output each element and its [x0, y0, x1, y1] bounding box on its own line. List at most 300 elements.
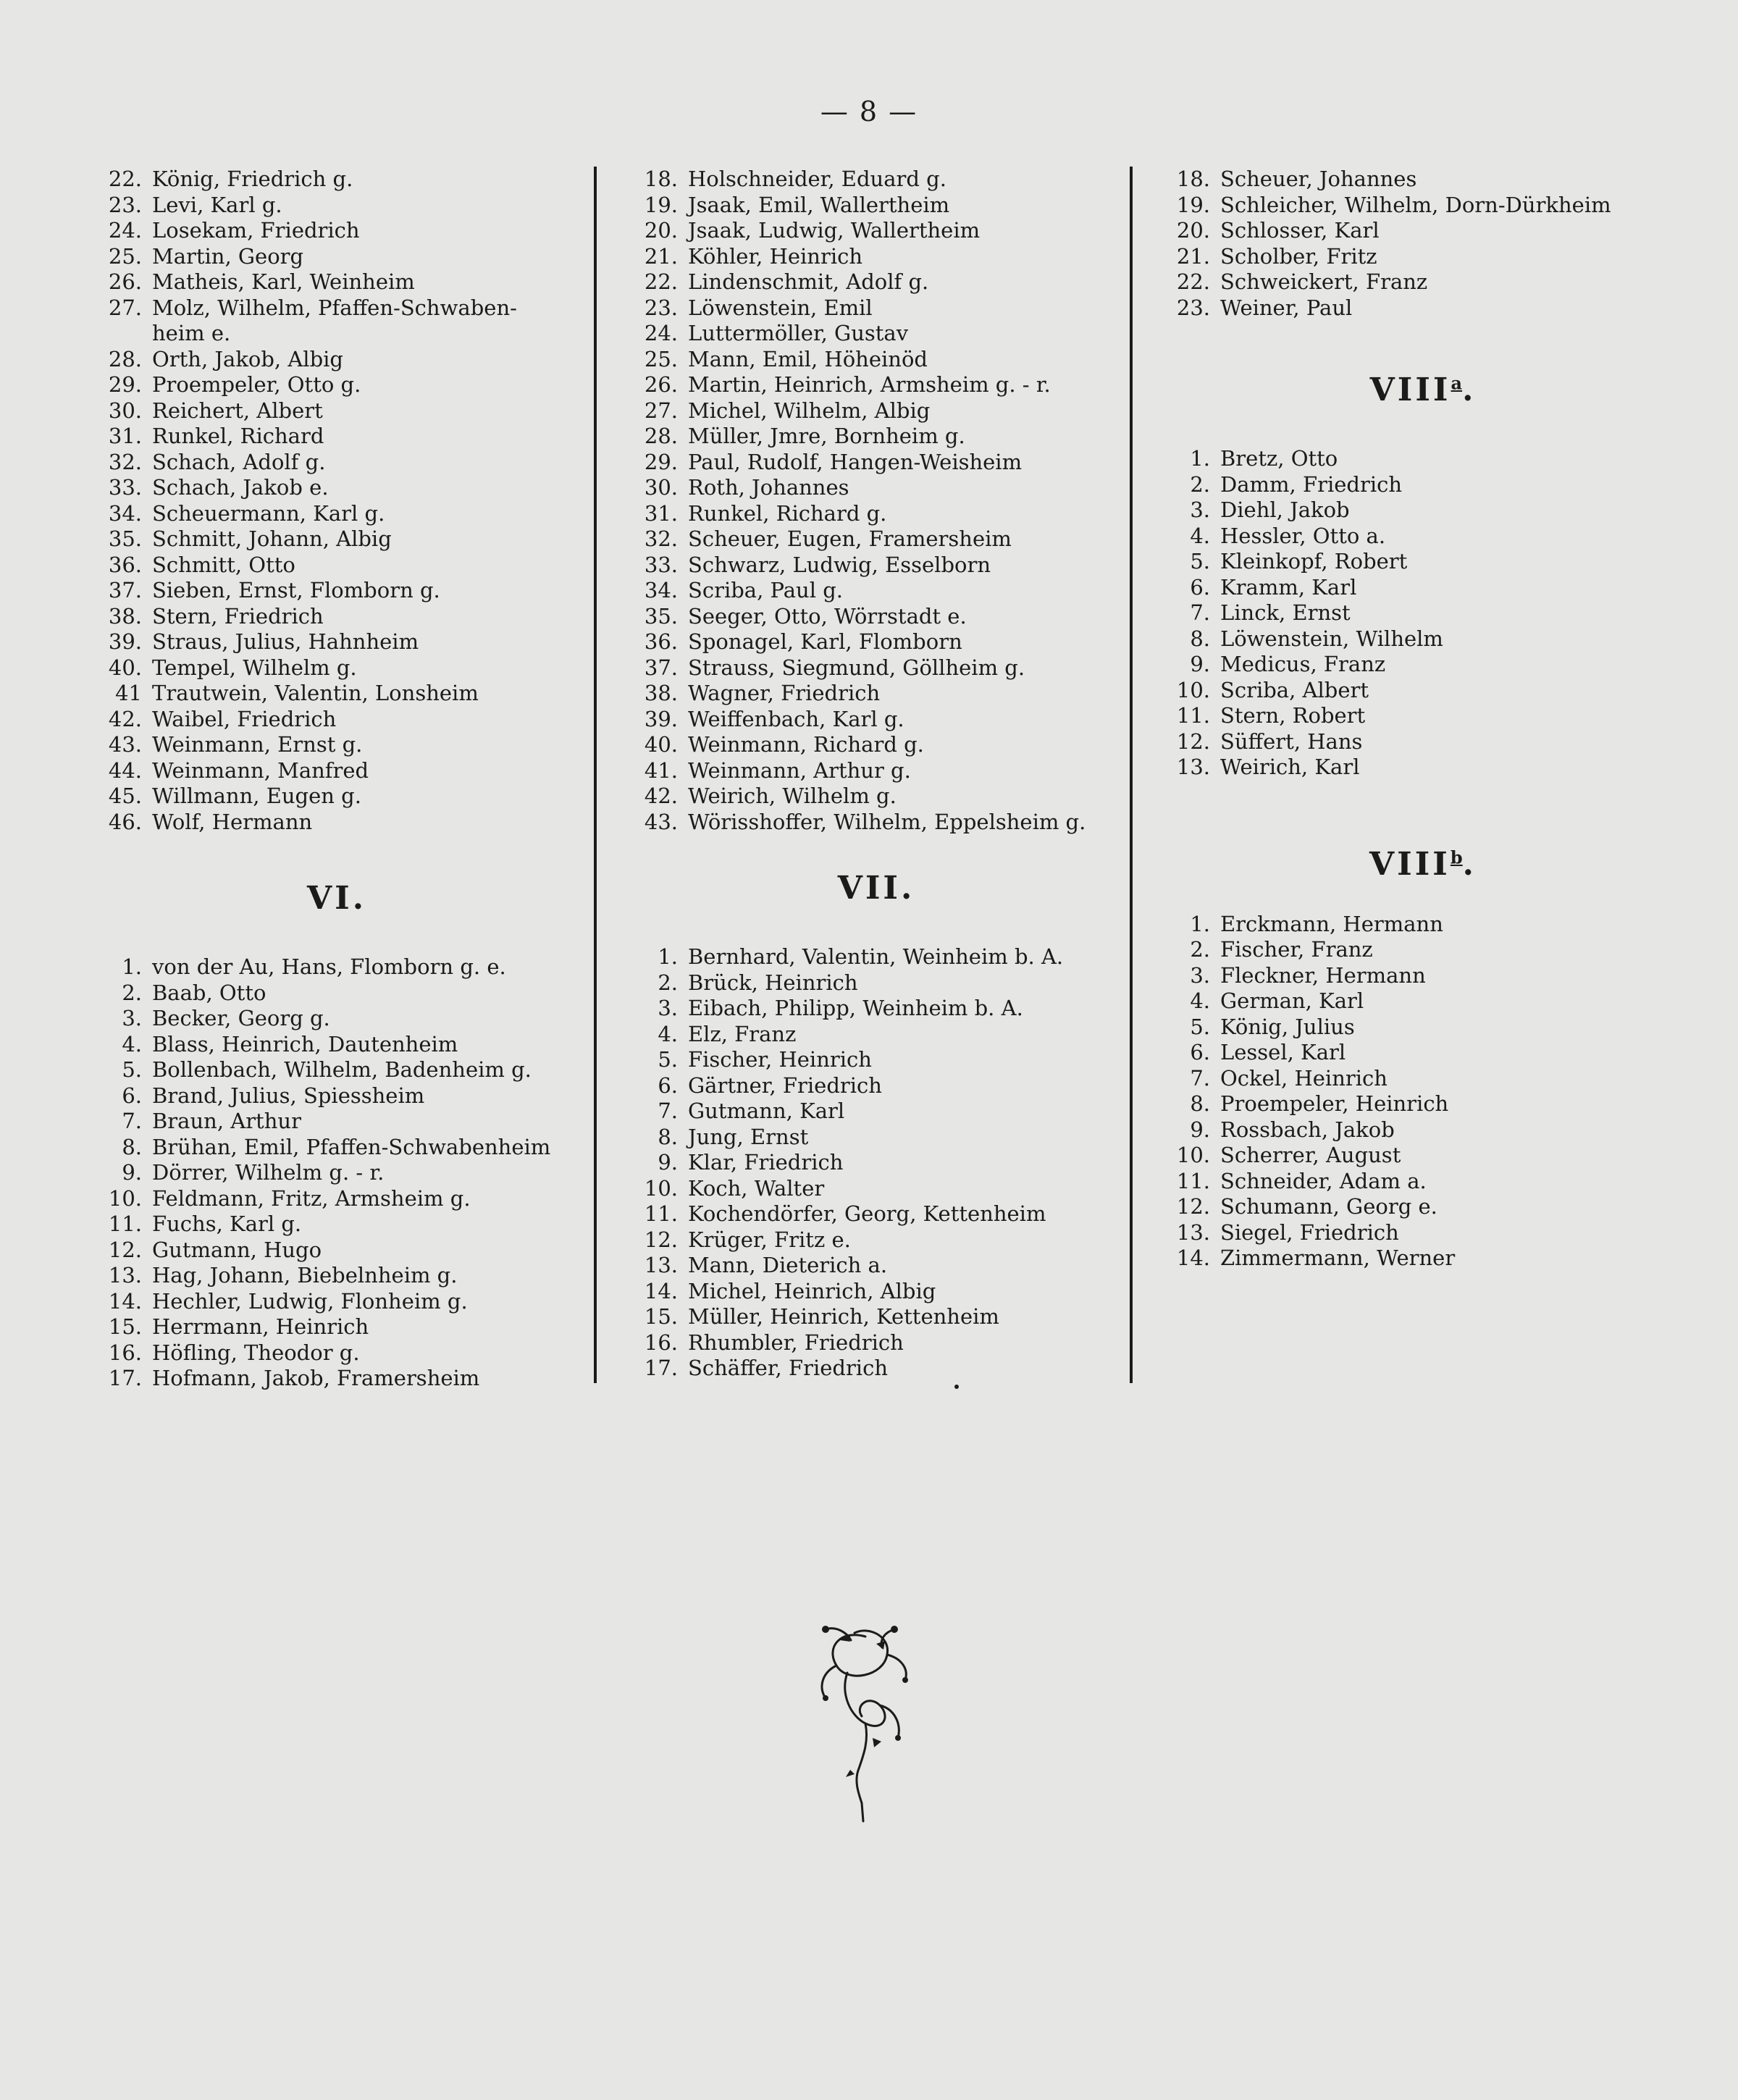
entry-number: 21. — [644, 243, 678, 269]
entry-name: Blass, Heinrich, Dautenheim — [152, 1031, 458, 1057]
entry-number: 6. — [1190, 574, 1210, 600]
entry-number: 39. — [108, 629, 142, 654]
entry-number: 40. — [108, 655, 142, 680]
entry-number: 29. — [644, 449, 678, 474]
list-item — [1170, 549, 1676, 575]
list-item — [637, 1201, 1115, 1227]
entry-number: 30. — [644, 475, 678, 500]
floral-ornament-icon — [797, 1608, 927, 1825]
printer-dot — [954, 1385, 959, 1389]
entry-continuation: heim e. — [152, 321, 231, 345]
entry-number: 43. — [108, 732, 142, 757]
entry-name: Fuchs, Karl g. — [152, 1211, 302, 1236]
entry-number: 3. — [658, 996, 678, 1020]
list-item — [637, 996, 1115, 1022]
list-item — [1170, 1220, 1676, 1246]
entry-number: 3. — [1190, 962, 1210, 988]
entry-number: 6. — [658, 1072, 678, 1098]
entry-number: 18. — [1176, 167, 1210, 191]
entry-name: Lindenschmit, Adolf g. — [688, 269, 929, 294]
list-item — [101, 1057, 572, 1083]
list-item — [1170, 755, 1676, 781]
entry-name: Höfling, Theodor g. — [152, 1340, 360, 1365]
list-item — [637, 1125, 1115, 1151]
entry-name: Lessel, Karl — [1220, 1040, 1346, 1064]
list-item — [1170, 963, 1676, 989]
entry-name: Kramm, Karl — [1220, 574, 1357, 600]
list-item — [101, 347, 572, 373]
entry-number: 5. — [1190, 1014, 1210, 1039]
entry-number: 38. — [644, 681, 678, 705]
list-item — [101, 501, 572, 527]
entry-number: 35. — [644, 603, 678, 629]
list-item — [101, 1314, 572, 1340]
list-item — [637, 450, 1115, 476]
list-item — [101, 655, 572, 681]
student-list — [1170, 167, 1676, 321]
entry-name: Waibel, Friedrich — [152, 706, 337, 731]
list-item — [1170, 472, 1676, 498]
entry-number: 1. — [1190, 911, 1210, 936]
list-item — [637, 1150, 1115, 1176]
entry-number: 2. — [1190, 471, 1210, 497]
entry-number: 28. — [644, 424, 678, 448]
entry-number: 25. — [644, 346, 678, 371]
entry-number: 13. — [644, 1253, 678, 1277]
entry-name: Wagner, Friedrich — [688, 681, 881, 705]
list-item — [637, 629, 1115, 655]
entry-number: 37. — [644, 655, 678, 680]
list-item — [101, 758, 572, 784]
student-list — [1170, 912, 1676, 1272]
entry-name: Schach, Adolf g. — [152, 449, 326, 474]
entry-name: Kochendörfer, Georg, Kettenheim — [688, 1201, 1046, 1226]
entry-number: 8. — [122, 1134, 142, 1159]
entry-name: Elz, Franz — [688, 1021, 797, 1046]
entry-name: Scriba, Albert — [1220, 677, 1369, 702]
entry-number: 32. — [108, 449, 142, 474]
list-item — [101, 244, 572, 270]
entry-name: Jung, Ernst — [688, 1124, 809, 1149]
list-item — [1170, 244, 1676, 270]
list-item — [637, 1227, 1115, 1253]
entry-number: 8. — [658, 1124, 678, 1149]
entry-name: Sponagel, Karl, Flomborn — [688, 629, 962, 654]
list-item — [101, 784, 572, 810]
list-item — [101, 1366, 572, 1392]
list-item — [637, 681, 1115, 707]
entry-number: 14. — [108, 1288, 142, 1314]
student-list — [101, 167, 572, 321]
list-item — [1170, 652, 1676, 678]
entry-name: Hessler, Otto a. — [1220, 523, 1386, 548]
entry-number: 12. — [1176, 728, 1210, 754]
list-item — [1170, 937, 1676, 963]
entry-name: Losekam, Friedrich — [152, 218, 360, 243]
list-item — [1170, 218, 1676, 244]
entry-number: 36. — [108, 552, 142, 577]
entry-number: 11. — [108, 1211, 142, 1236]
entry-name: Martin, Heinrich, Armsheim g. - r. — [688, 372, 1051, 397]
list-item — [637, 244, 1115, 270]
entry-name: Roth, Johannes — [688, 475, 849, 500]
entry-name: Weinmann, Manfred — [152, 757, 369, 783]
list-item — [637, 732, 1115, 758]
entry-name: Dörrer, Wilhelm g. - r. — [152, 1160, 385, 1185]
entry-number: 33. — [108, 475, 142, 500]
list-item — [637, 424, 1115, 450]
entry-number: 10. — [108, 1185, 142, 1211]
entry-name: Weiner, Paul — [1220, 295, 1353, 320]
entry-name: Jsaak, Ludwig, Wallertheim — [688, 218, 981, 243]
list-item — [1170, 1015, 1676, 1041]
list-item — [637, 784, 1115, 810]
entry-name: Scheuer, Eugen, Framersheim — [688, 526, 1012, 551]
list-item — [101, 980, 572, 1007]
list-item — [101, 707, 572, 733]
list-item — [101, 1263, 572, 1289]
entry-name: Sieben, Ernst, Flomborn g. — [152, 578, 440, 602]
entry-name: Luttermöller, Gustav — [688, 321, 909, 345]
entry-name: Feldmann, Fritz, Armsheim g. — [152, 1185, 471, 1211]
entry-number: 29. — [108, 372, 142, 397]
entry-number: 7. — [1190, 600, 1210, 625]
list-item — [637, 707, 1115, 733]
entry-number: 31. — [644, 500, 678, 526]
entry-number: 39. — [644, 706, 678, 731]
entry-number: 13. — [1176, 755, 1210, 779]
list-item — [101, 167, 572, 193]
entry-name: Rhumbler, Friedrich — [688, 1330, 904, 1355]
list-item — [101, 553, 572, 579]
entry-number: 16. — [644, 1330, 678, 1355]
entry-number: 30. — [108, 398, 142, 423]
entry-name: Strauss, Siegmund, Göllheim g. — [688, 655, 1025, 680]
entry-number: 4. — [1190, 523, 1210, 548]
entry-number: 20. — [1176, 218, 1210, 243]
entry-name: Hag, Johann, Biebelnheim g. — [152, 1263, 458, 1288]
list-item — [101, 295, 572, 322]
entry-name: König, Friedrich g. — [152, 167, 353, 191]
entry-number: 25. — [108, 243, 142, 269]
entry-number: 12. — [108, 1237, 142, 1262]
entry-number: 22. — [1176, 269, 1210, 294]
entry-name: Schneider, Adam a. — [1220, 1168, 1427, 1193]
column-divider-right — [1130, 167, 1133, 1383]
entry-number: 4. — [658, 1021, 678, 1046]
entry-number: 6. — [1190, 1040, 1210, 1064]
entry-number: 24. — [644, 321, 678, 345]
entry-name: Paul, Rudolf, Hangen-Weisheim — [688, 449, 1023, 474]
entry-number: 35. — [108, 526, 142, 551]
entry-name: Weinmann, Richard g. — [688, 732, 924, 757]
list-item — [637, 193, 1115, 219]
entry-name: Weirich, Karl — [1220, 755, 1360, 779]
entry-name: Koch, Walter — [688, 1175, 825, 1201]
entry-name: Michel, Heinrich, Albig — [688, 1278, 936, 1303]
entry-number: 9. — [122, 1160, 142, 1185]
entry-number: 11. — [644, 1201, 678, 1226]
entry-name: Weinmann, Ernst g. — [152, 732, 363, 757]
list-item — [637, 475, 1115, 501]
column-2 — [637, 167, 1115, 1382]
entry-name: Straus, Julius, Hahnheim — [152, 629, 419, 654]
section-title-viii-b: VIII$^b$. — [1369, 845, 1477, 883]
entry-number: 26. — [108, 269, 142, 294]
entry-number: 11. — [1176, 703, 1210, 728]
list-item — [637, 1253, 1115, 1279]
list-item — [637, 810, 1115, 836]
entry-number: 14. — [644, 1278, 678, 1303]
section-title-viii-a: VIII$^a$. — [1369, 371, 1477, 408]
entry-name: Damm, Friedrich — [1220, 471, 1403, 497]
entry-number: 5. — [658, 1047, 678, 1072]
entry-number: 23. — [644, 295, 678, 320]
list-item — [637, 578, 1115, 604]
entry-number: 3. — [1190, 497, 1210, 522]
entry-name: Weiffenbach, Karl g. — [688, 706, 904, 731]
entry-name: Wolf, Hermann — [152, 809, 313, 834]
entry-name: Wörisshoffer, Wilhelm, Eppelsheim g. — [688, 809, 1086, 834]
list-item — [1170, 497, 1676, 524]
entry-name: Proempeler, Heinrich — [1220, 1091, 1449, 1116]
list-item — [101, 398, 572, 424]
entry-number: 7. — [122, 1109, 142, 1133]
entry-name: Siegel, Friedrich — [1220, 1219, 1399, 1245]
list-item — [101, 1340, 572, 1366]
list-item — [101, 450, 572, 476]
entry-name: Scriba, Paul g. — [688, 578, 843, 602]
entry-number: 15. — [108, 1314, 142, 1339]
list-item — [101, 269, 572, 295]
entry-number: 9. — [658, 1150, 678, 1175]
entry-number: 33. — [644, 552, 678, 577]
entry-name: Klar, Friedrich — [688, 1150, 844, 1175]
entry-name: Stern, Friedrich — [152, 603, 324, 629]
entry-number: 12. — [644, 1227, 678, 1252]
entry-name: Scherrer, August — [1220, 1143, 1401, 1167]
entry-number: 7. — [658, 1099, 678, 1123]
column-1 — [101, 167, 572, 1392]
entry-number: 15. — [644, 1304, 678, 1329]
entry-name: Fischer, Franz — [1220, 937, 1373, 962]
entry-number: 23. — [1176, 295, 1210, 320]
entry-number: 7. — [1190, 1065, 1210, 1091]
entry-name: Holschneider, Eduard g. — [688, 167, 946, 191]
entry-name: Schleicher, Wilhelm, Dorn-Dürkheim — [1220, 192, 1611, 217]
list-item — [637, 1099, 1115, 1125]
entry-name: Müller, Heinrich, Kettenheim — [688, 1304, 999, 1329]
entry-number: 4. — [122, 1031, 142, 1057]
entry-name: Scheuer, Johannes — [1220, 167, 1417, 191]
entry-name: Tempel, Wilhelm g. — [152, 655, 357, 680]
entry-name: Hechler, Ludwig, Flonheim g. — [152, 1288, 468, 1314]
entry-number: 41 — [115, 681, 142, 705]
list-item — [637, 372, 1115, 398]
entry-name: Bretz, Otto — [1220, 446, 1338, 471]
entry-name: Gutmann, Hugo — [152, 1237, 322, 1262]
entry-number: 3. — [122, 1006, 142, 1030]
list-item — [1170, 729, 1676, 755]
entry-number: 1. — [122, 954, 142, 979]
list-item — [1170, 988, 1676, 1015]
entry-number: 46. — [108, 809, 142, 834]
list-item — [637, 1356, 1115, 1382]
list-item — [1170, 703, 1676, 729]
entry-name: Schäffer, Friedrich — [688, 1356, 888, 1380]
entry-name: Martin, Georg — [152, 243, 304, 269]
entry-name: Köhler, Heinrich — [688, 243, 863, 269]
entry-number: 34. — [644, 578, 678, 602]
list-item — [637, 321, 1115, 347]
entry-number: 19. — [644, 192, 678, 217]
entry-name: Ockel, Heinrich — [1220, 1065, 1388, 1091]
section-title-vi: VI. — [306, 880, 367, 917]
list-item — [637, 1279, 1115, 1305]
entry-number: 2. — [122, 980, 142, 1005]
entry-number: 42. — [644, 784, 678, 808]
list-item — [637, 501, 1115, 527]
list-item — [637, 398, 1115, 424]
entry-name: Schwarz, Ludwig, Esselborn — [688, 552, 991, 577]
entry-name: Krüger, Fritz e. — [688, 1227, 851, 1252]
list-item — [637, 655, 1115, 681]
list-item — [101, 1186, 572, 1212]
entry-number: 19. — [1176, 192, 1210, 217]
entry-name: Eibach, Philipp, Weinheim b. A. — [688, 996, 1023, 1020]
entry-name: Mann, Dieterich a. — [688, 1253, 888, 1277]
entry-number: 26. — [644, 372, 678, 397]
entry-number: 1. — [1190, 446, 1210, 471]
list-item — [101, 1211, 572, 1238]
entry-name: Schlosser, Karl — [1220, 218, 1380, 243]
entry-name: Fleckner, Hermann — [1220, 962, 1426, 988]
entry-number: 12. — [1176, 1194, 1210, 1219]
entry-name: Fischer, Heinrich — [688, 1047, 872, 1072]
entry-name: Runkel, Richard — [152, 424, 324, 448]
list-item — [101, 810, 572, 836]
list-item — [101, 372, 572, 398]
entry-number: 44. — [108, 757, 142, 783]
list-item — [637, 758, 1115, 784]
entry-number: 24. — [108, 218, 142, 243]
page-number: — 8 — — [820, 96, 918, 127]
column-3 — [1170, 167, 1676, 1272]
column-divider-left — [594, 167, 597, 1383]
list-item — [637, 167, 1115, 193]
entry-name: Reichert, Albert — [152, 398, 323, 423]
entry-name: Runkel, Richard g. — [688, 500, 887, 526]
entry-name: Schweickert, Franz — [1220, 269, 1428, 294]
entry-number: 16. — [108, 1340, 142, 1365]
entry-name: Scheuermann, Karl g. — [152, 500, 385, 526]
entry-name: Michel, Wilhelm, Albig — [688, 398, 931, 423]
list-item — [101, 681, 572, 707]
list-item — [637, 1304, 1115, 1330]
entry-number: 14. — [1176, 1246, 1210, 1270]
list-item — [1170, 1169, 1676, 1195]
entry-name: Linck, Ernst — [1220, 600, 1351, 625]
entry-number: 40. — [644, 732, 678, 757]
list-item — [637, 295, 1115, 322]
list-item — [1170, 446, 1676, 472]
entry-number: 17. — [644, 1356, 678, 1380]
entry-number: 34. — [108, 500, 142, 526]
entry-number: 9. — [1190, 652, 1210, 676]
entry-name: Gärtner, Friedrich — [688, 1072, 882, 1098]
entry-number: 10. — [1176, 677, 1210, 702]
entry-number: 6. — [122, 1083, 142, 1108]
entry-number: 21. — [1176, 243, 1210, 269]
entry-name: Levi, Karl g. — [152, 192, 282, 217]
entry-name: Brück, Heinrich — [688, 970, 858, 995]
entry-number: 22. — [108, 167, 142, 191]
entry-name: Matheis, Karl, Weinheim — [152, 269, 415, 294]
student-list — [101, 347, 572, 836]
entry-name: von der Au, Hans, Flomborn g. e. — [152, 954, 506, 979]
list-item — [1170, 600, 1676, 626]
list-item — [1170, 295, 1676, 322]
list-item — [1170, 269, 1676, 295]
entry-number: 42. — [108, 706, 142, 731]
entry-name: Proempeler, Otto g. — [152, 372, 361, 397]
student-list — [637, 944, 1115, 1382]
entry-number: 13. — [108, 1263, 142, 1288]
entry-name: Weirich, Wilhelm g. — [688, 784, 897, 808]
entry-name: Scholber, Fritz — [1220, 243, 1377, 269]
entry-name: Stern, Robert — [1220, 703, 1366, 728]
entry-name: Kleinkopf, Robert — [1220, 549, 1408, 574]
entry-number: 28. — [108, 346, 142, 371]
list-item — [1170, 912, 1676, 938]
entry-name: Schach, Jakob e. — [152, 475, 329, 500]
entry-name: Trautwein, Valentin, Lonsheim — [152, 681, 479, 705]
entry-number: 23. — [108, 192, 142, 217]
list-item — [1170, 1066, 1676, 1092]
entry-number: 9. — [1190, 1117, 1210, 1142]
list-item — [637, 1330, 1115, 1356]
list-item — [101, 475, 572, 501]
entry-number: 41. — [644, 757, 678, 783]
entry-number: 27. — [644, 398, 678, 423]
entry-number: 32. — [644, 526, 678, 551]
entry-number: 1. — [658, 944, 678, 969]
list-item — [101, 1160, 572, 1186]
list-item — [101, 193, 572, 219]
entry-number: 27. — [108, 295, 142, 320]
entry-name: Mann, Emil, Höheinöd — [688, 346, 928, 371]
entry-number: 37. — [108, 578, 142, 602]
list-item — [637, 1073, 1115, 1099]
entry-name: Molz, Wilhelm, Pfaffen-Schwaben- — [152, 295, 517, 320]
entry-number: 2. — [658, 970, 678, 995]
list-item — [1170, 1091, 1676, 1117]
entry-name: Seeger, Otto, Wörrstadt e. — [688, 603, 967, 629]
list-item — [637, 1022, 1115, 1048]
list-item — [637, 526, 1115, 553]
list-item — [1170, 167, 1676, 193]
entry-number: 38. — [108, 603, 142, 629]
entry-name: Herrmann, Heinrich — [152, 1314, 369, 1339]
list-item — [1170, 524, 1676, 550]
entry-name: Braun, Arthur — [152, 1109, 301, 1133]
list-item — [101, 604, 572, 630]
entry-name: Schmitt, Johann, Albig — [152, 526, 392, 551]
entry-name: Süffert, Hans — [1220, 728, 1363, 754]
entry-name: Brühan, Emil, Pfaffen-Schwabenheim — [152, 1134, 551, 1159]
entry-name: Weinmann, Arthur g. — [688, 757, 911, 783]
list-item — [637, 1176, 1115, 1202]
